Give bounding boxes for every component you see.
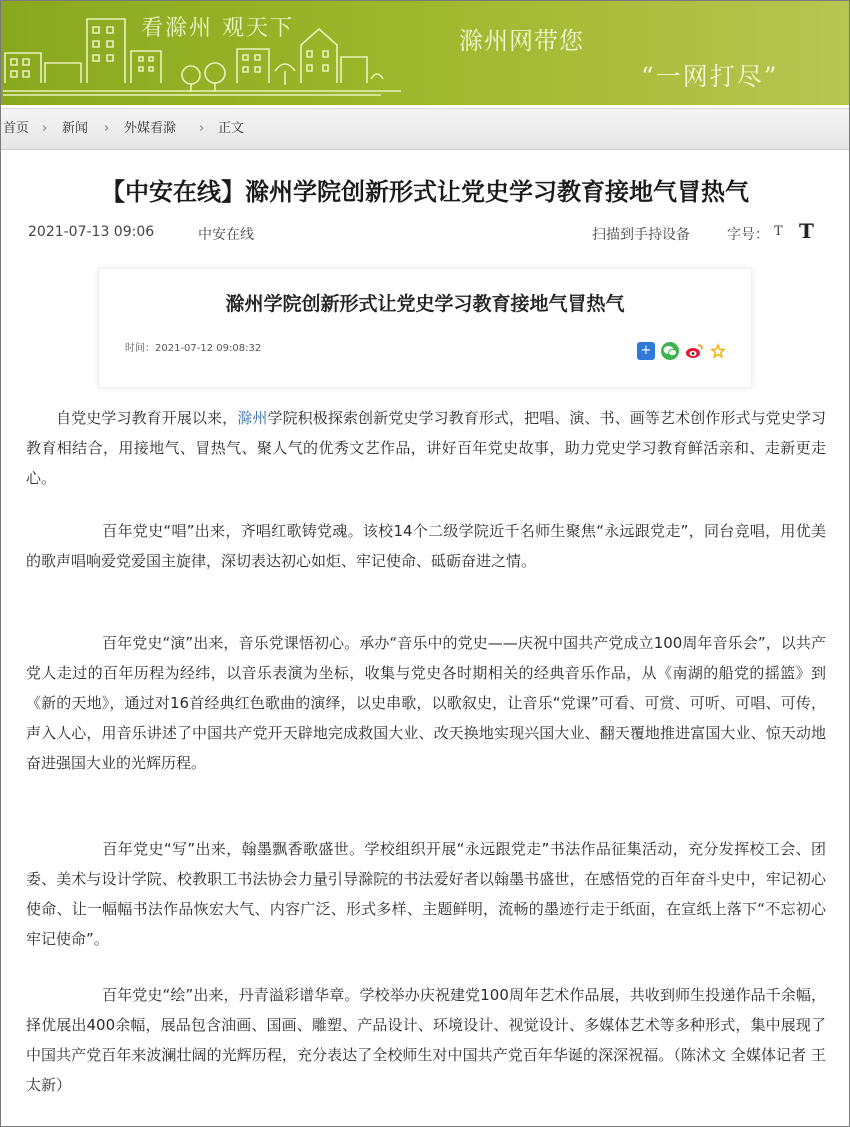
article-title: 【中安在线】滁州学院创新形式让党史学习教育接地气冒热气 xyxy=(101,178,749,206)
banner-slogan-right-top: 滁州网带您 xyxy=(459,27,584,55)
wechat-icon[interactable] xyxy=(661,342,679,360)
article-paragraph-1: 自党史学习教育开展以来，滁州学院积极探索创新党史学习教育形式，把唱、演、书、画等艺术创作形式与党史学习教育相结合，用接地气、冒热气、聚人气的优秀文艺作品，讲好百年党史故事，助力党史学习教育鲜活亲和、走新更走心。 xyxy=(26,409,826,487)
site-banner xyxy=(1,1,849,105)
scan-to-device-link[interactable]: 扫描到手持设备 xyxy=(592,227,690,243)
article-paragraph-3: 百年党史“演”出来，音乐党课悟初心。承办“音乐中的党史——庆祝中国共产党成立100周年音乐会”，以共产党人走过的百年历程为经纬，以音乐表演为坐标，收集与党史各时期相关的经典音乐作品，从《南湖的船党的摇篮》到《新的天地》，通过对16首经典红色歌曲的演绎，以史串歌，以歌叙史，让音乐“党课”可看、可赏、可听、可唱、可传，声入人心，用音乐讲述了中国共产党开天辟地完成救国大业、改天换地实现兴国大业、翻天覆地推进富国大业、惊天动地奋进强国大业的光辉历程。 xyxy=(26,634,826,772)
font-size-label: 字号： xyxy=(727,227,769,243)
breadcrumb-separator: › xyxy=(104,121,110,136)
breadcrumb-news-link[interactable]: 新闻 xyxy=(62,121,89,136)
article-source: 中安在线 xyxy=(198,227,254,243)
article-paragraph-4: 百年党史“写”出来，翰墨飘香歌盛世。学校组织开展“永远跟党走”书法作品征集活动，充分发挥校工会、团委、美术与设计学院、校教职工书法协会力量引导滁院的书法爱好者以翰墨书盛世，在感悟党的百年奋斗史中，牢记初心使命、让一幅幅书法作品恢宏大气、内容广泛、形式多样、主题鲜明，流畅的墨迹行走于纸面，在宣纸上落下“不忘初心 牢记使命”。 xyxy=(26,840,826,948)
zhouzhou-link[interactable]: 滁州 xyxy=(237,409,268,427)
embedded-title: 滁州学院创新形式让党史学习教育接地气冒热气 xyxy=(225,293,625,315)
breadcrumb-separator: › xyxy=(42,121,48,136)
favorite-star-icon[interactable] xyxy=(709,342,727,360)
embedded-time: 时间：2021-07-12 09:08:32 xyxy=(125,343,262,354)
plus-share-icon[interactable]: + xyxy=(637,342,655,360)
breadcrumb-home-link[interactable]: 首页 xyxy=(3,121,30,136)
banner-slogan-left: 看滁州 观天下 xyxy=(141,16,294,41)
banner-slogan-right-bottom: “一网打尽” xyxy=(641,62,779,91)
article-paragraph-2: 百年党史“唱”出来，齐唱红歌铸党魂。该校14个二级学院近千名师生聚焦“永远跟党走”，同台竞唱，用优美的歌声唱响爱党爱国主旋律，深切表达初心如炬、牢记使命、砥砺奋进之情。 xyxy=(26,522,826,570)
embedded-article-header xyxy=(98,268,752,388)
breadcrumb-separator: › xyxy=(199,121,205,136)
breadcrumb xyxy=(1,108,849,150)
font-size-small-button[interactable]: T xyxy=(774,224,783,239)
font-size-large-button[interactable]: T xyxy=(799,219,814,243)
article-datetime: 2021-07-13 09:06 xyxy=(28,224,155,240)
weibo-icon[interactable] xyxy=(685,342,703,360)
article-paragraph-5: 百年党史“绘”出来，丹青溢彩谱华章。学校举办庆祝建党100周年艺术作品展，共收到师生投递作品千余幅，择优展出400余幅，展品包含油画、国画、雕塑、产品设计、环境设计、视觉设计、多媒体艺术等多种形式，集中展现了中国共产党百年来波澜壮阔的光辉历程，充分表达了全校师生对中国共产党百年华诞的深深祝福。（陈沭文 全媒体记者 王太新） xyxy=(26,986,826,1094)
breadcrumb-foreign-media-link[interactable]: 外媒看滁 xyxy=(124,121,177,136)
breadcrumb-current: 正文 xyxy=(218,121,245,136)
